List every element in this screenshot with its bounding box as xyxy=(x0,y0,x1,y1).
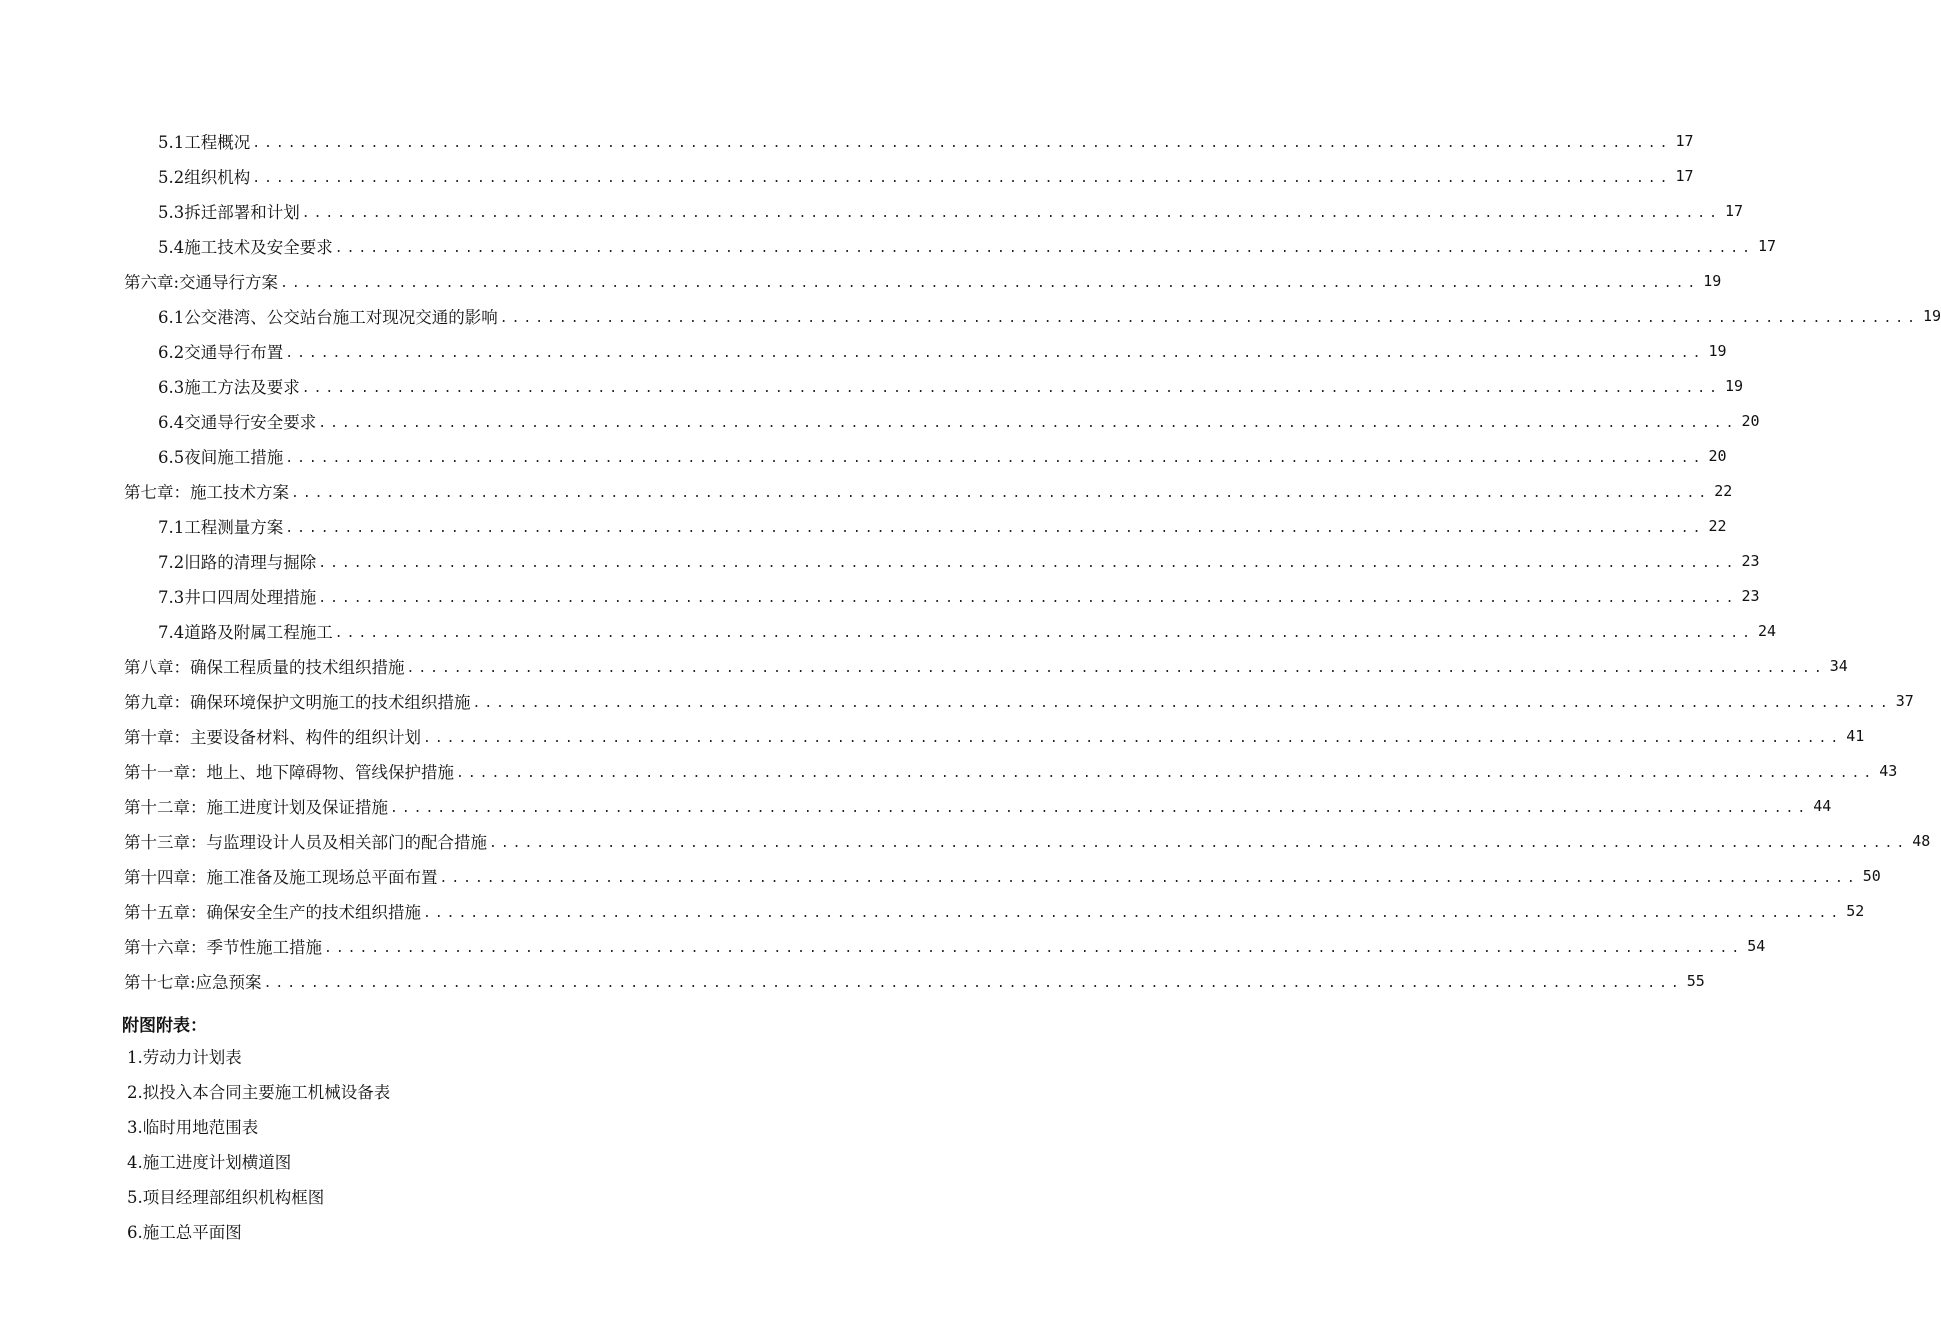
toc-entry-page-number: 24 xyxy=(1757,621,1777,640)
toc-entry[interactable] xyxy=(158,123,1694,158)
toc-entry-label: 7.4道路及附属工程施工 xyxy=(158,622,333,642)
toc-entry-label: 5.1工程概况 xyxy=(158,132,251,152)
toc-dot-leader: ........................................................................................................................ xyxy=(423,906,1843,921)
toc-entry-label: 第十章：主要设备材料、构件的组织计划 xyxy=(124,727,421,747)
toc-dot-leader: ........................................................................................................................ xyxy=(252,171,1672,186)
toc-entry-page-number: 50 xyxy=(1862,866,1881,885)
toc-entry-label: 第十三章：与监理设计人员及相关部门的配合措施 xyxy=(124,832,487,852)
toc-dot-leader: ........................................................................................................................ xyxy=(263,976,1683,991)
toc-dot-leader: ........................................................................................................................ xyxy=(406,661,1826,676)
toc-entry-label: 7.3井口四周处理措施 xyxy=(158,587,317,607)
toc-entry[interactable] xyxy=(124,263,1722,298)
toc-entry[interactable] xyxy=(124,788,1832,823)
appendix-list xyxy=(127,1038,390,1248)
toc-entry-page-number: 17 xyxy=(1675,166,1694,185)
appendix-item: 2.拟投入本合同主要施工机械设备表 xyxy=(127,1082,391,1102)
toc-entry[interactable] xyxy=(124,963,1705,998)
toc-entry[interactable] xyxy=(124,718,1865,753)
toc-entry[interactable] xyxy=(158,578,1760,613)
toc-entry-page-number: 34 xyxy=(1829,656,1848,675)
toc-entry[interactable] xyxy=(158,543,1760,578)
toc-entry-label: 第十七章:应急预案 xyxy=(124,972,262,992)
toc-entry-label: 5.2组织机构 xyxy=(158,167,251,187)
appendix-item: 4.施工进度计划横道图 xyxy=(127,1152,292,1172)
toc-entry[interactable] xyxy=(124,648,1848,683)
toc-entry-page-number: 17 xyxy=(1724,201,1744,220)
toc-dot-leader: ........................................................................................................................ xyxy=(291,486,1711,501)
toc-entry-page-number: 23 xyxy=(1741,586,1760,605)
toc-dot-leader: ........................................................................................................................ xyxy=(318,556,1738,571)
toc-entry-page-number: 20 xyxy=(1741,411,1760,430)
toc-entry-page-number: 23 xyxy=(1741,551,1760,570)
toc-entry-label: 7.2旧路的清理与掘除 xyxy=(158,552,317,572)
toc-dot-leader: ........................................................................................................................ xyxy=(318,591,1738,606)
appendix-title: 附图附表： xyxy=(122,1015,207,1036)
toc-entry[interactable] xyxy=(124,928,1766,963)
toc-entry-label: 6.4交通导行安全要求 xyxy=(158,412,317,432)
toc-entry-label: 5.3拆迁部署和计划 xyxy=(158,202,300,222)
toc-entry[interactable] xyxy=(158,438,1727,473)
toc-entry[interactable] xyxy=(158,368,1744,403)
toc-entry-label: 第十一章：地上、地下障碍物、管线保护措施 xyxy=(124,762,454,782)
toc-entry[interactable] xyxy=(158,508,1727,543)
toc-entry-page-number: 22 xyxy=(1714,481,1733,500)
toc-entry-label: 7.1工程测量方案 xyxy=(158,517,284,537)
toc-entry-label: 第八章：确保工程质量的技术组织措施 xyxy=(124,657,405,677)
toc-dot-leader: ........................................................................................................................ xyxy=(324,941,1744,956)
toc-entry-label: 第九章：确保环境保护文明施工的技术组织措施 xyxy=(124,692,471,712)
toc-entry-page-number: 19 xyxy=(1922,306,1941,325)
toc-dot-leader: ........................................................................................................................ xyxy=(285,346,1705,361)
toc-entry-page-number: 17 xyxy=(1675,131,1694,150)
toc-entry-label: 5.4施工技术及安全要求 xyxy=(158,237,333,257)
toc-dot-leader: ........................................................................................................................ xyxy=(334,241,1754,256)
toc-entry-page-number: 19 xyxy=(1703,271,1722,290)
toc-entry-label: 6.5夜间施工措施 xyxy=(158,447,284,467)
toc-entry-page-number: 43 xyxy=(1879,761,1898,780)
toc-entry-page-number: 44 xyxy=(1813,796,1832,815)
toc-entry[interactable] xyxy=(124,858,1881,893)
toc-dot-leader: ........................................................................................................................ xyxy=(252,136,1672,151)
appendix-item: 1.劳动力计划表 xyxy=(127,1047,242,1067)
toc-entry-page-number: 41 xyxy=(1846,726,1865,745)
toc-entry[interactable] xyxy=(124,683,1914,718)
toc-dot-leader: ........................................................................................................................ xyxy=(423,731,1843,746)
toc-dot-leader: ........................................................................................................................ xyxy=(489,836,1909,851)
toc-entry[interactable] xyxy=(158,228,1777,263)
toc-dot-leader: ........................................................................................................................ xyxy=(285,451,1705,466)
toc-entry-label: 第十六章：季节性施工措施 xyxy=(124,937,322,957)
toc-entry-label: 6.1公交港湾、公交站台施工对现况交通的影响 xyxy=(158,307,498,327)
toc-entry-page-number: 19 xyxy=(1708,341,1727,360)
toc-entry-label: 第七章：施工技术方案 xyxy=(124,482,289,502)
toc-entry-label: 第十四章：施工准备及施工现场总平面布置 xyxy=(124,867,438,887)
toc-dot-leader: ........................................................................................................................ xyxy=(280,276,1700,291)
toc-dot-leader: ........................................................................................................................ xyxy=(318,416,1738,431)
toc-entry[interactable] xyxy=(158,613,1777,648)
toc-entry-label: 第六章:交通导行方案 xyxy=(124,272,279,292)
toc-entry[interactable] xyxy=(158,403,1760,438)
toc-entry-label: 6.3施工方法及要求 xyxy=(158,377,300,397)
toc-dot-leader: ........................................................................................................................ xyxy=(390,801,1810,816)
toc-dot-leader: ........................................................................................................................ xyxy=(456,766,1876,781)
toc-entry-page-number: 17 xyxy=(1757,236,1777,255)
toc-entry[interactable] xyxy=(158,333,1727,368)
toc-entry[interactable] xyxy=(158,298,1941,333)
toc-entry[interactable] xyxy=(124,823,1931,858)
appendix-item: 6.施工总平面图 xyxy=(127,1222,242,1242)
toc-entry-label: 6.2交通导行布置 xyxy=(158,342,284,362)
toc-dot-leader: ........................................................................................................................ xyxy=(439,871,1859,886)
toc-dot-leader: ........................................................................................................................ xyxy=(301,206,1721,221)
appendix-item: 5.项目经理部组织机构框图 xyxy=(127,1187,325,1207)
toc-entry[interactable] xyxy=(124,893,1865,928)
toc-dot-leader: ........................................................................................................................ xyxy=(285,521,1705,536)
toc-dot-leader: ........................................................................................................................ xyxy=(301,381,1721,396)
toc-entry[interactable] xyxy=(124,753,1898,788)
toc-entry-page-number: 22 xyxy=(1708,516,1727,535)
toc-entry-page-number: 20 xyxy=(1708,446,1727,465)
toc-entry[interactable] xyxy=(158,193,1744,228)
toc-entry-page-number: 54 xyxy=(1747,936,1766,955)
toc-entry[interactable] xyxy=(158,158,1694,193)
appendix-item: 3.临时用地范围表 xyxy=(127,1117,259,1137)
toc-entry-label: 第十五章：确保安全生产的技术组织措施 xyxy=(124,902,421,922)
toc-entry-label: 第十二章：施工进度计划及保证措施 xyxy=(124,797,388,817)
toc-dot-leader: ........................................................................................................................ xyxy=(499,311,1919,326)
toc-entry-page-number: 48 xyxy=(1912,831,1931,850)
toc-entry[interactable] xyxy=(124,473,1733,508)
toc-entry-page-number: 19 xyxy=(1724,376,1744,395)
toc-entry-page-number: 55 xyxy=(1686,971,1705,990)
toc-entry-page-number: 52 xyxy=(1846,901,1865,920)
toc-entry-page-number: 37 xyxy=(1895,691,1914,710)
toc-dot-leader: ........................................................................................................................ xyxy=(334,626,1754,641)
toc-dot-leader: ........................................................................................................................ xyxy=(472,696,1892,711)
